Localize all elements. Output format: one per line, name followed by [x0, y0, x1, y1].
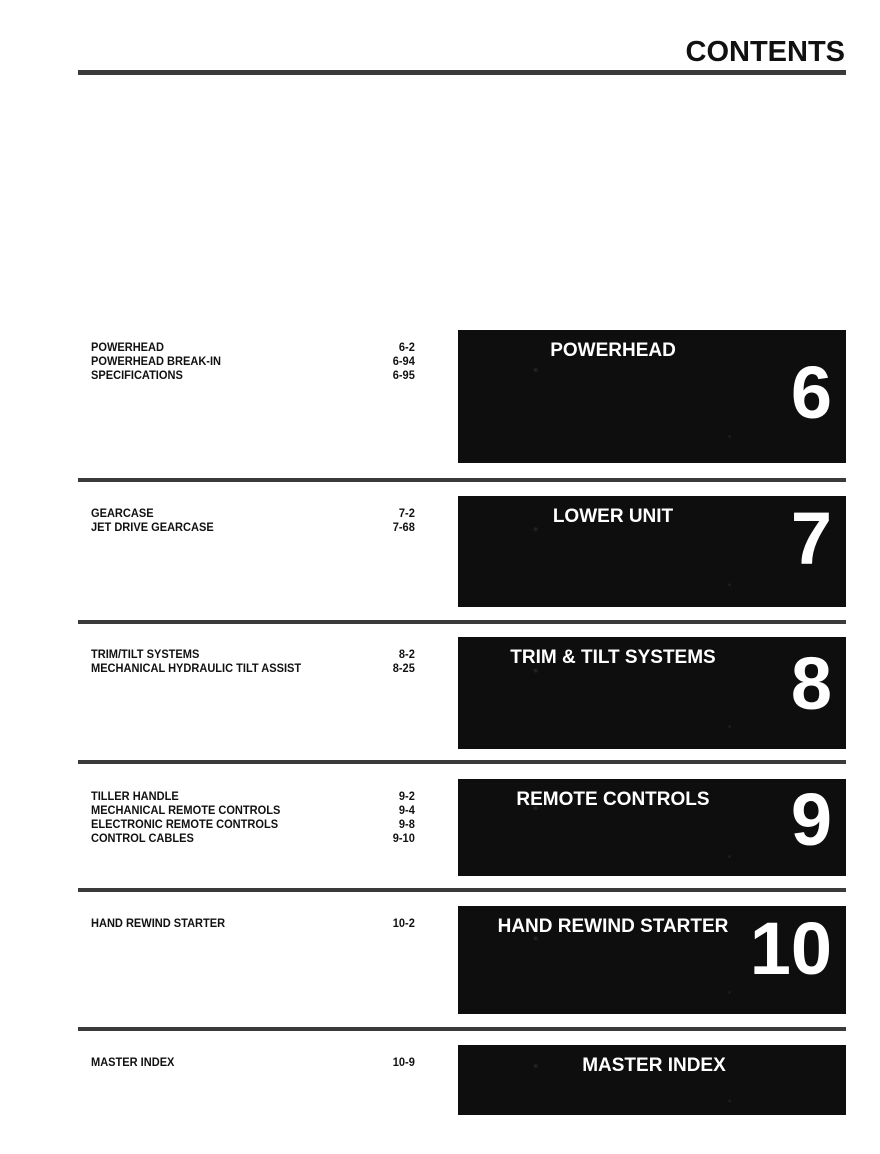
toc-entry[interactable] — [91, 789, 415, 803]
section-tab[interactable] — [458, 1045, 846, 1115]
section-divider — [78, 1027, 846, 1031]
section-divider — [78, 760, 846, 764]
toc-entry-title: GEARCASE — [91, 506, 154, 520]
section-divider — [78, 620, 846, 624]
section-tab[interactable] — [458, 637, 846, 749]
toc-entry-page: 8-2 — [398, 647, 415, 661]
section-divider — [78, 478, 846, 482]
section-tab-number: 9 — [790, 778, 832, 861]
toc-entry[interactable] — [91, 661, 415, 675]
toc-entry[interactable] — [91, 506, 415, 520]
toc-list — [91, 789, 443, 845]
toc-entry[interactable] — [91, 520, 415, 534]
toc-entry-title: SPECIFICATIONS — [91, 368, 183, 382]
toc-entry-title: HAND REWIND STARTER — [91, 916, 226, 930]
toc-entry-page: 10-9 — [392, 1055, 415, 1069]
toc-entry[interactable] — [91, 817, 415, 831]
toc-entry[interactable] — [91, 803, 415, 817]
section-tab-name: POWERHEAD — [550, 340, 676, 361]
toc-entry[interactable] — [91, 916, 415, 930]
toc-entry[interactable] — [91, 647, 415, 661]
toc-entry-page: 7-68 — [392, 520, 415, 534]
toc-list — [91, 916, 443, 930]
page-title: CONTENTS — [685, 36, 845, 68]
toc-entry-title: TRIM/TILT SYSTEMS — [91, 647, 200, 661]
section-tab[interactable] — [458, 496, 846, 607]
section-tab-number: 10 — [749, 907, 832, 990]
toc-entry-title: MECHANICAL REMOTE CONTROLS — [91, 803, 281, 817]
toc-entry-page: 10-2 — [392, 916, 415, 930]
toc-entry[interactable] — [91, 831, 415, 845]
toc-entry[interactable] — [91, 354, 415, 368]
toc-entry-title: POWERHEAD — [91, 340, 164, 354]
toc-entry-page: 9-8 — [398, 817, 415, 831]
toc-entry-title: MASTER INDEX — [91, 1055, 175, 1069]
toc-entry-page: 9-2 — [398, 789, 415, 803]
section-tab[interactable] — [458, 330, 846, 463]
toc-entry[interactable] — [91, 368, 415, 382]
toc-entry-title: POWERHEAD BREAK-IN — [91, 354, 222, 368]
toc-list — [91, 506, 443, 534]
toc-list — [91, 340, 443, 382]
toc-entry-title: CONTROL CABLES — [91, 831, 194, 845]
toc-entry-page: 8-25 — [392, 661, 415, 675]
section-tab-name: LOWER UNIT — [552, 506, 674, 527]
toc-list — [91, 647, 443, 675]
section-tab-number: 6 — [790, 351, 832, 434]
section-tab-number: 7 — [790, 497, 832, 580]
toc-entry-page: 6-95 — [392, 368, 415, 382]
toc-list — [91, 1055, 443, 1069]
toc-entry-title: ELECTRONIC REMOTE CONTROLS — [91, 817, 279, 831]
toc-entry-title: TILLER HANDLE — [91, 789, 179, 803]
toc-entry-title: JET DRIVE GEARCASE — [91, 520, 214, 534]
section-tab-name: TRIM & TILT SYSTEMS — [510, 647, 716, 668]
section-divider — [78, 888, 846, 892]
section-tab-name: MASTER INDEX — [582, 1055, 726, 1076]
section-tab-name: REMOTE CONTROLS — [516, 789, 710, 810]
section-tab-name: HAND REWIND STARTER — [497, 916, 729, 937]
toc-entry[interactable] — [91, 340, 415, 354]
toc-entry-page: 9-4 — [398, 803, 415, 817]
toc-entry-page: 6-2 — [398, 340, 415, 354]
toc-entry-page: 6-94 — [392, 354, 415, 368]
toc-entry-title: MECHANICAL HYDRAULIC TILT ASSIST — [91, 661, 302, 675]
title-rule — [78, 70, 846, 75]
section-tab[interactable] — [458, 779, 846, 876]
toc-entry-page: 9-10 — [392, 831, 415, 845]
toc-entry-page: 7-2 — [398, 506, 415, 520]
toc-entry[interactable] — [91, 1055, 415, 1069]
section-tab-number: 8 — [790, 642, 832, 725]
section-tab[interactable] — [458, 906, 846, 1014]
